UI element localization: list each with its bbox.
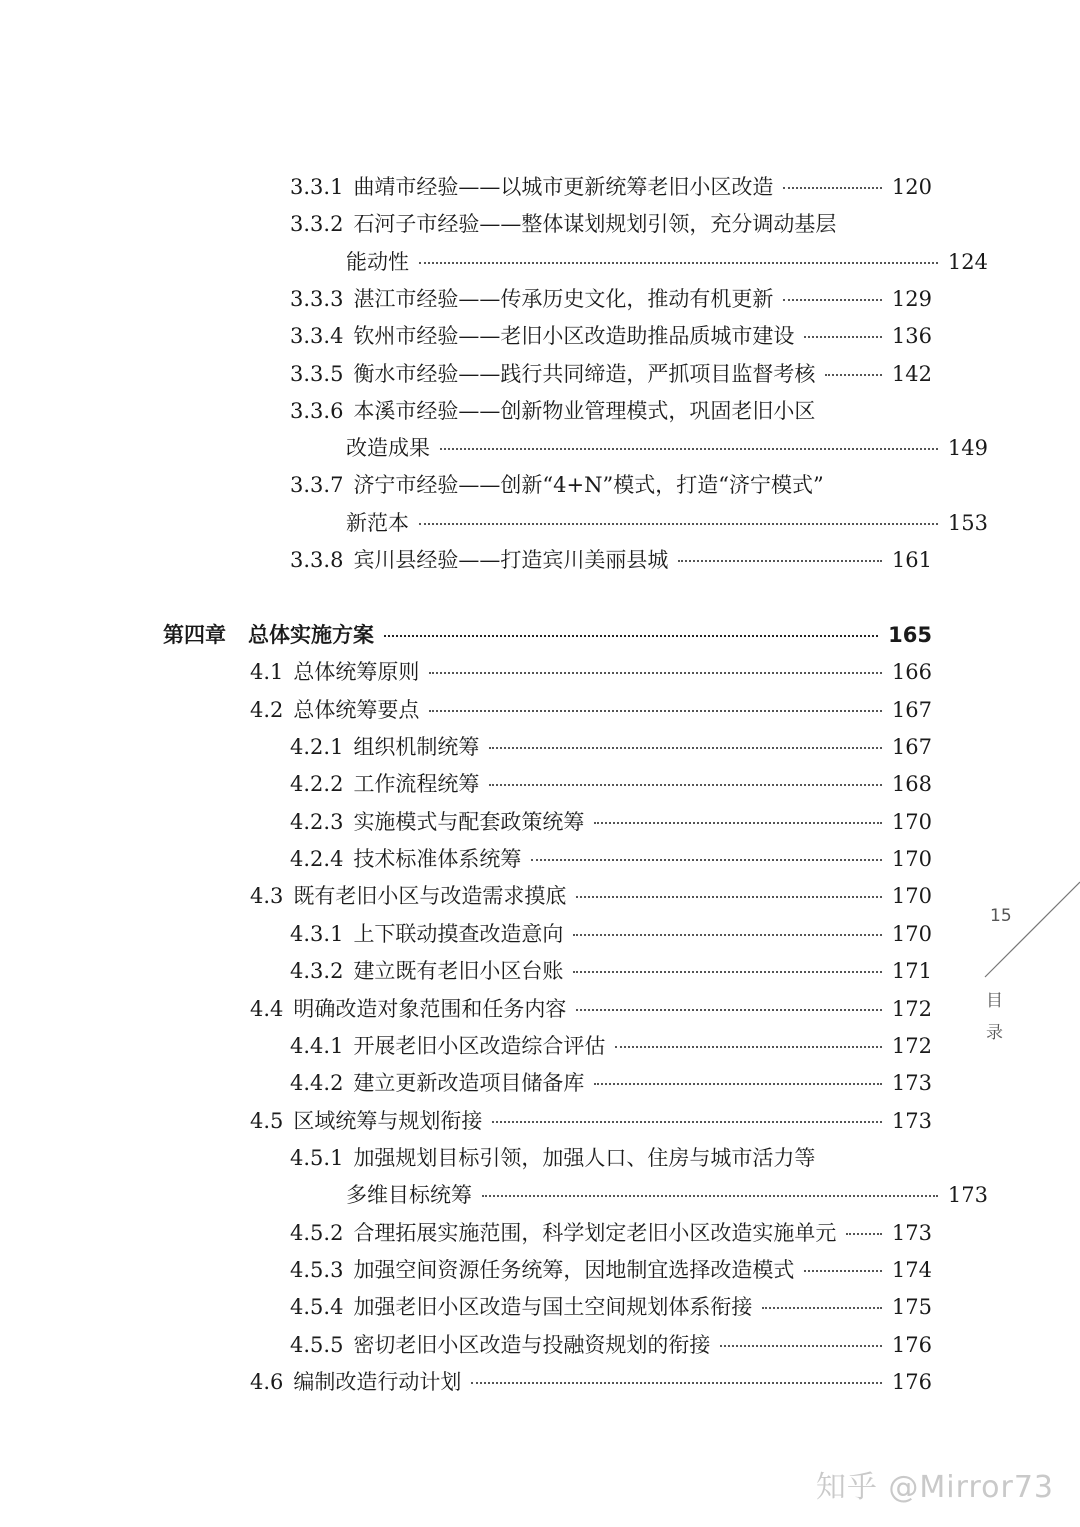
toc-page: 176 <box>891 1332 932 1357</box>
toc-title: 总体实施方案 <box>248 623 374 647</box>
toc-page: 174 <box>891 1257 932 1282</box>
toc-page: 129 <box>891 286 932 311</box>
toc-page: 136 <box>891 324 932 349</box>
toc-number: 4.5.3 <box>290 1257 344 1282</box>
toc-page: 167 <box>891 697 932 722</box>
toc-page: 149 <box>947 436 988 461</box>
toc-title: 宾川县经验——打造宾川美丽县城 <box>353 548 669 572</box>
toc-title: 改造成果 <box>346 436 430 461</box>
toc-page: 142 <box>891 361 932 386</box>
toc-number: 3.3.5 <box>290 361 344 386</box>
toc-title: 区域统筹与规划衔接 <box>293 1108 483 1133</box>
toc-number: 3.3.4 <box>290 324 344 349</box>
toc-title: 总体统筹要点 <box>293 697 420 722</box>
toc-number: 4.5.2 <box>290 1220 344 1245</box>
toc-title: 本溪市经验——创新物业管理模式，巩固老旧小区 <box>353 398 816 423</box>
toc-page: 165 <box>888 623 932 647</box>
toc-number: 4.2.1 <box>290 735 344 760</box>
toc-number: 3.3.7 <box>290 473 344 498</box>
toc-title: 合理拓展实施范围，科学划定老旧小区改造实施单元 <box>353 1220 837 1245</box>
toc-title: 石河子市经验——整体谋划规划引领，充分调动基层 <box>353 212 837 237</box>
toc-number: 第四章 <box>163 623 226 647</box>
toc-number: 4.3.2 <box>290 959 344 984</box>
toc-number: 4.5 <box>250 1108 284 1133</box>
toc-title: 新范本 <box>346 510 409 535</box>
toc-page: 167 <box>891 735 932 760</box>
toc-title: 衡水市经验——践行共同缔造，严抓项目监督考核 <box>353 361 816 386</box>
toc-page: 124 <box>947 249 988 274</box>
toc-page: 171 <box>891 959 932 984</box>
toc-page: 172 <box>891 1033 932 1058</box>
toc-page: 173 <box>891 1220 932 1245</box>
toc-page: 153 <box>947 510 988 535</box>
toc-page: 170 <box>891 809 932 834</box>
toc-number: 4.4.1 <box>290 1033 344 1058</box>
toc-number: 3.3.1 <box>290 175 344 199</box>
toc-number: 4.5.5 <box>290 1332 344 1357</box>
toc-number: 3.3.3 <box>290 286 344 311</box>
toc-page: 166 <box>891 660 932 685</box>
toc-title: 实施模式与配套政策统筹 <box>353 809 585 834</box>
toc-page: 170 <box>891 884 932 909</box>
toc-number: 4.2.4 <box>290 847 344 872</box>
toc-title: 密切老旧小区改造与投融资规划的衔接 <box>353 1332 711 1357</box>
toc-page: 173 <box>891 1108 932 1133</box>
toc-page: 173 <box>891 1071 932 1096</box>
toc-title: 曲靖市经验——以城市更新统筹老旧小区改造 <box>353 175 774 199</box>
toc-number: 4.5.1 <box>290 1145 344 1170</box>
toc-number: 4.2 <box>250 697 284 722</box>
toc-page: 120 <box>891 175 932 199</box>
toc-title: 湛江市经验——传承历史文化，推动有机更新 <box>353 286 774 311</box>
toc-number: 4.4 <box>250 996 284 1021</box>
toc-number: 4.2.3 <box>290 809 344 834</box>
toc-number: 4.2.2 <box>290 772 344 797</box>
toc-title: 加强老旧小区改造与国土空间规划体系衔接 <box>353 1295 753 1320</box>
toc-title: 组织机制统筹 <box>353 735 480 760</box>
toc-title: 上下联动摸查改造意向 <box>353 921 564 946</box>
toc-title: 加强规划目标引领，加强人口、住房与城市活力等 <box>353 1145 816 1170</box>
toc-number: 3.3.8 <box>290 548 344 572</box>
toc-title: 既有老旧小区与改造需求摸底 <box>293 884 567 909</box>
toc-title: 多维目标统筹 <box>346 1183 472 1208</box>
toc-number: 4.5.4 <box>290 1295 344 1320</box>
toc-page: 170 <box>891 847 932 872</box>
toc-title: 建立更新改造项目储备库 <box>353 1071 585 1096</box>
toc-page: 161 <box>891 548 932 572</box>
toc-title: 建立既有老旧小区台账 <box>353 959 564 984</box>
toc-page: 175 <box>891 1295 932 1320</box>
toc-number: 4.4.2 <box>290 1071 344 1096</box>
page-number: 15 <box>990 906 1012 926</box>
toc-title: 开展老旧小区改造综合评估 <box>353 1033 606 1058</box>
toc-page: 173 <box>947 1183 988 1208</box>
toc-number: 4.6 <box>250 1370 284 1394</box>
toc-number: 4.3 <box>250 884 284 909</box>
toc-title: 明确改造对象范围和任务内容 <box>293 996 567 1021</box>
toc-number: 3.3.2 <box>290 212 344 237</box>
toc-title: 加强空间资源任务统筹，因地制宜选择改造模式 <box>353 1257 795 1282</box>
toc-title: 总体统筹原则 <box>293 660 420 685</box>
toc-number: 4.3.1 <box>290 921 344 946</box>
toc-number: 4.1 <box>250 660 284 685</box>
toc-number: 3.3.6 <box>290 398 344 423</box>
toc-title: 工作流程统筹 <box>353 772 480 797</box>
section-label: 目录 <box>986 991 1003 1043</box>
watermark: 知乎 @Mirror73 <box>815 1470 1054 1505</box>
toc-title: 济宁市经验——创新“4+N”模式，打造“济宁模式” <box>353 473 824 498</box>
toc-title: 钦州市经验——老旧小区改造助推品质城市建设 <box>353 324 795 349</box>
toc-page: 172 <box>891 996 932 1021</box>
toc-title: 能动性 <box>346 249 409 274</box>
toc-page: 170 <box>891 921 932 946</box>
toc-title: 编制改造行动计划 <box>293 1370 462 1394</box>
toc-page: 168 <box>891 772 932 797</box>
toc-title: 技术标准体系统筹 <box>353 847 522 872</box>
toc-page: 176 <box>891 1370 932 1394</box>
